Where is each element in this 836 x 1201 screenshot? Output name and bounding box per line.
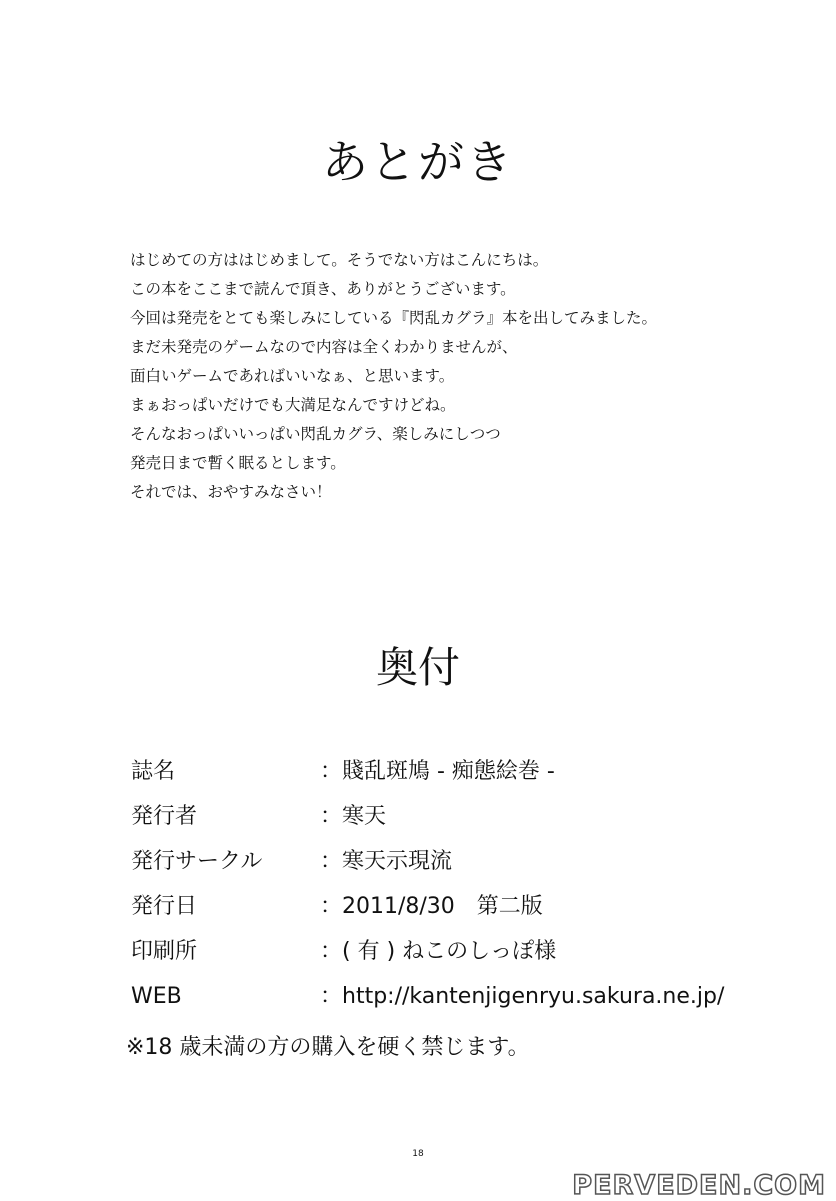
colophon-label: 印刷所 <box>131 939 198 964</box>
colophon-title: 奥付 <box>375 643 460 692</box>
afterword-line: まだ未発売のゲームなので内容は全くわかりませんが、 <box>130 338 518 356</box>
colophon-label: WEB <box>131 984 182 1009</box>
colophon-value: ：( 有 ) ねこのしっぽ様 <box>320 939 557 964</box>
afterword-line: そんなおっぱいいっぱい閃乱カグラ、楽しみにしつつ <box>130 425 501 443</box>
afterword-line: 発売日まで暫く眠るとします。 <box>130 454 346 472</box>
colophon-row-printer <box>131 929 751 974</box>
afterword-line: まぁおっぱいだけでも大満足なんですけどね。 <box>130 396 456 414</box>
colophon-row-web <box>131 974 751 1019</box>
colophon-row-date <box>131 884 751 929</box>
colophon-value: ：2011/8/30 第二版 <box>320 894 543 919</box>
afterword-title: あとがき <box>322 135 514 189</box>
afterword-line: 面白いゲームであればいいなぁ、と思います。 <box>130 367 455 385</box>
afterword-line: この本をここまで読んで頂き、ありがとうございます。 <box>130 280 516 298</box>
colophon-table <box>131 749 751 1019</box>
page-number: 18 <box>412 1149 424 1159</box>
colophon-label: 発行サークル <box>131 849 263 874</box>
colophon-value: ：賤乱斑鳩 - 痴態絵巻 - <box>320 759 555 784</box>
colophon-label: 発行日 <box>131 894 198 919</box>
site-watermark: PERVEDEN.COM <box>558 1172 836 1200</box>
age-restriction-notice: ※18 歳未満の方の購入を硬く禁じます。 <box>126 1035 530 1060</box>
colophon-row-title <box>131 749 751 794</box>
colophon-value: ：寒天 <box>320 804 387 829</box>
afterword-body <box>130 246 750 507</box>
colophon-row-publisher <box>131 794 751 839</box>
colophon-label: 誌名 <box>131 759 176 784</box>
colophon-row-circle <box>131 839 751 884</box>
colophon-value: ：寒天示現流 <box>320 849 453 874</box>
afterword-line: 今回は発売をとても楽しみにしている『閃乱カグラ』本を出してみました。 <box>130 309 658 327</box>
colophon-label: 発行者 <box>131 804 198 829</box>
afterword-line: それでは、おやすみなさい！ <box>130 483 332 501</box>
colophon-web-url: ：http://kantenjigenryu.sakura.ne.jp/ <box>320 984 725 1009</box>
afterword-line: はじめての方ははじめまして。そうでない方はこんにちは。 <box>130 251 549 269</box>
